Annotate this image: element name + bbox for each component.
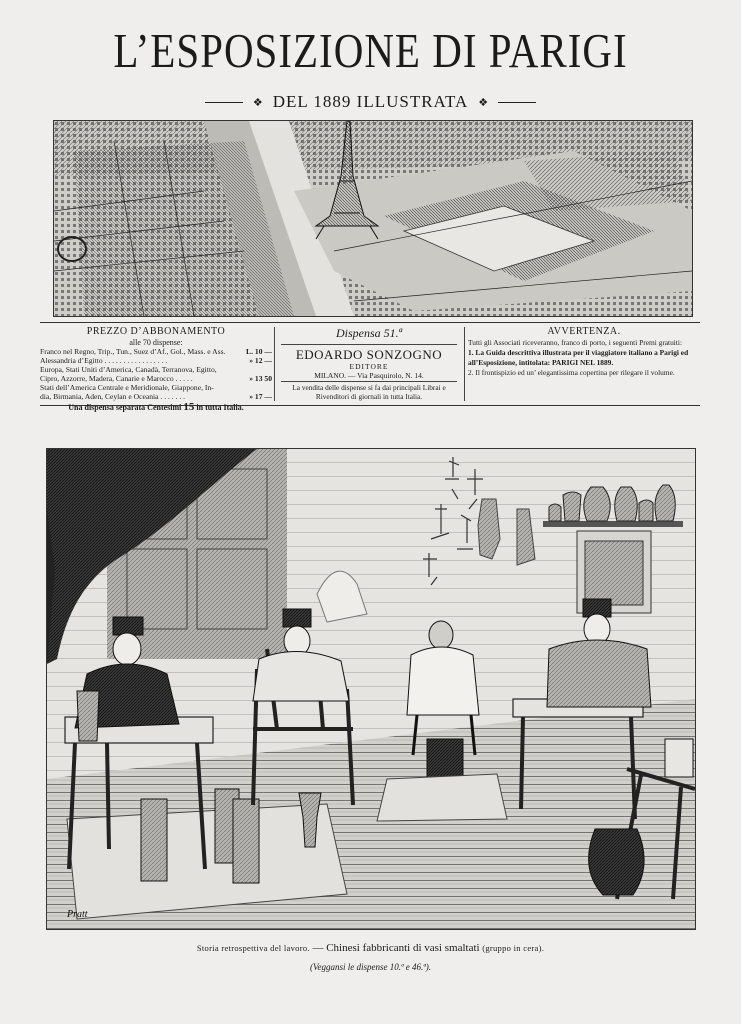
single-issue-prefix: Una dispensa separata Centesimi <box>68 403 182 412</box>
subtitle-rule-left <box>205 102 243 103</box>
rate-row <box>40 347 272 356</box>
fleuron-left-icon: ❖ <box>252 96 263 109</box>
notice-item: 2. Il frontispizio ed un’ elegantissima copertina per rilegare il volume. <box>468 368 675 378</box>
chinese-vase-makers-illustration <box>46 448 696 930</box>
column-divider <box>274 327 275 401</box>
rate-label: dia, Birmania, Aden, Ceylan e Oceania . . . . . . . <box>40 392 186 401</box>
notice-item: 1. La Guida descrittiva illustrata per il viaggiatore italiano a Parigi ed all’Esposizione, intitolata: PARIGI NEL 1889. <box>468 348 689 367</box>
subscription-subheading: alle 70 dispense: <box>129 338 183 347</box>
rate-label: Stati dell’America Centrale e Meridionale, Giappone, In- <box>40 383 214 392</box>
single-issue-suffix: in tutta Italia. <box>196 403 244 412</box>
rate-row <box>40 356 272 365</box>
masthead-subtitle: DEL 1889 ILLUSTRATA <box>272 92 469 111</box>
caption-group: (gruppo in cera). <box>482 943 545 953</box>
rate-row <box>40 374 272 383</box>
artist-signature: Pratt <box>67 909 88 920</box>
notice-heading: AVVERTENZA. <box>547 326 621 337</box>
masthead-subtitle-row <box>0 92 741 112</box>
rate-price: » 12 — <box>249 356 272 365</box>
subscription-column <box>40 326 272 413</box>
caption-title: — Chinesi fabbricanti di vasi smaltati <box>312 942 480 954</box>
caption-series: Storia retrospettiva del lavoro. <box>196 943 310 953</box>
rate-price: L. 10 — <box>246 347 272 356</box>
rate-label: Europa, Stati Uniti d’America, Canadà, Terranova, Egitto, <box>40 365 217 374</box>
subtitle-rule-right <box>498 102 536 103</box>
publisher-name: EDOARDO SONZOGNO <box>295 347 443 362</box>
rate-price: » 17 — <box>249 392 272 401</box>
caption-reference: (Veggansi le dispense 10.ª e 46.ª). <box>310 962 431 972</box>
publisher-address: MILANO. — Via Pasquirolo, N. 14. <box>314 371 424 380</box>
illustration-caption <box>0 942 741 954</box>
rate-label: Franco nel Regno, Trip., Tun., Suez d’Af., Gol., Mass. e Ass. <box>40 347 226 356</box>
column-divider <box>464 327 465 401</box>
fleuron-right-icon: ❖ <box>478 96 489 109</box>
notice-column <box>468 326 700 402</box>
rate-row <box>40 392 272 401</box>
rate-label: Alessandria d’Egitto . . . . . . . . . . . . . . . . . <box>40 356 168 365</box>
publisher-box <box>281 344 457 382</box>
rate-price: » 13 50 <box>249 374 272 383</box>
notice-intro: Tutti gli Associati riceveranno, franco di porto, i seguenti Premi gratuiti: <box>468 338 683 347</box>
masthead-title: L’ESPOSIZIONE DI PARIGI <box>113 23 628 78</box>
exposition-panorama-illustration <box>53 120 693 317</box>
sale-note: La vendita delle dispense si fa dai principali Librai e Rivenditori di giornali in tutta Italia. <box>292 383 446 401</box>
rate-row <box>40 383 272 392</box>
single-issue-amount: 15 <box>183 401 195 413</box>
publisher-role: EDITORE <box>349 362 389 371</box>
issue-number: Dispensa 51.ª <box>336 326 402 340</box>
rate-row <box>40 365 272 374</box>
subscription-info-band <box>40 322 700 413</box>
issue-column <box>276 326 462 402</box>
subscription-heading: PREZZO D’ABBONAMENTO <box>86 326 226 337</box>
rate-label: Cipro, Azzorre, Madera, Canarie e Marocco . . . . . <box>40 374 193 383</box>
single-issue-price <box>40 403 272 412</box>
